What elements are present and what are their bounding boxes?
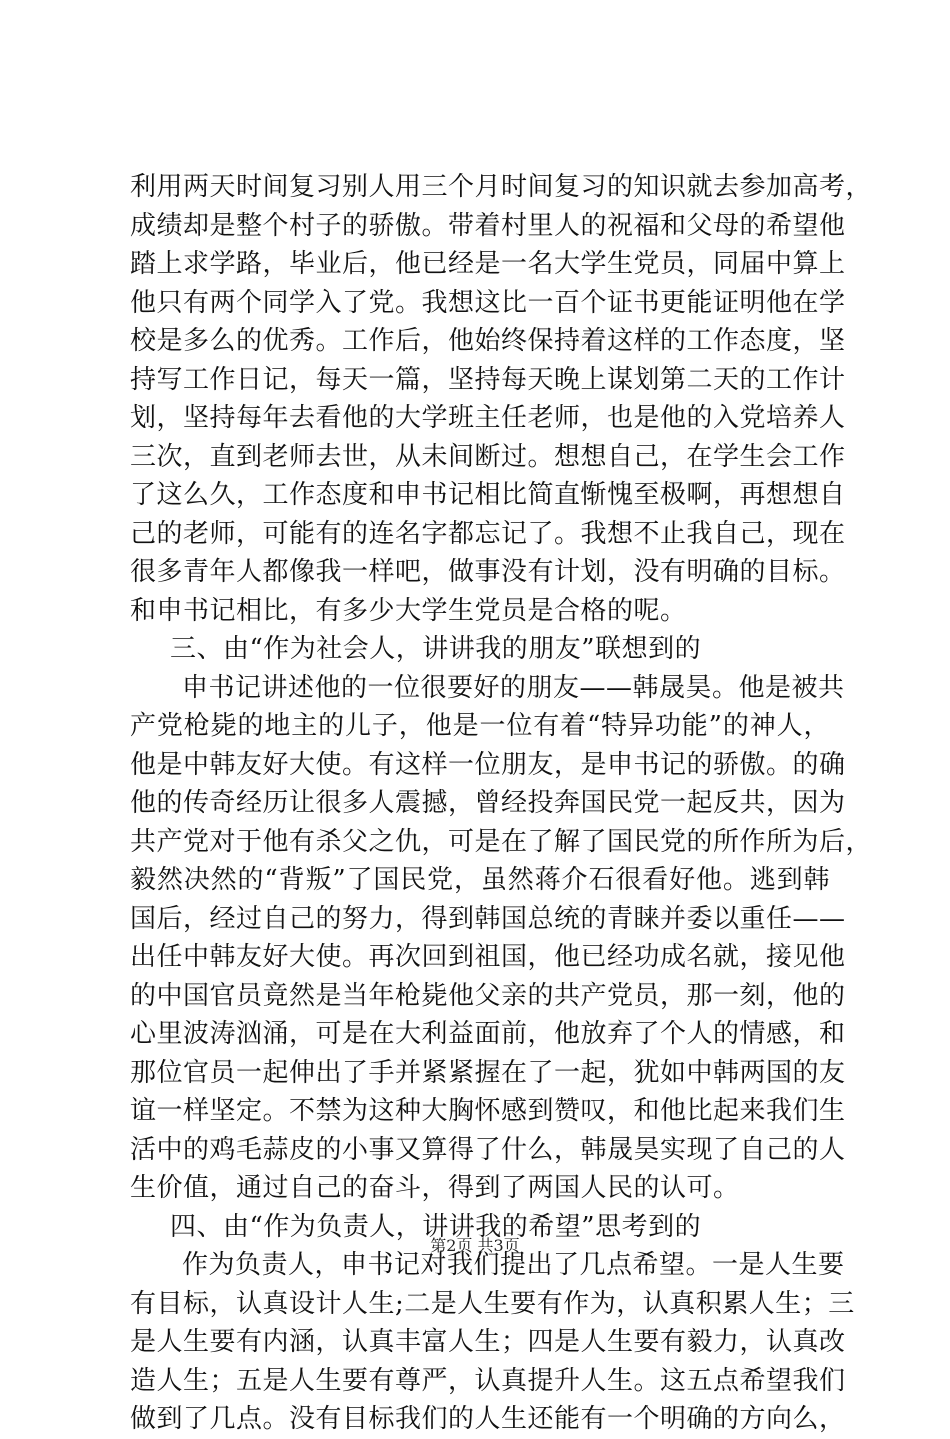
text-line: 作为负责人，申书记对我们提出了几点希望。一是人生要: [182, 1250, 845, 1280]
text-line: 造人生；五是人生要有尊严，认真提升人生。这五点希望我们: [130, 1365, 846, 1396]
section-heading: 四、由“作为负责人，讲讲我的希望”思考到的: [170, 1211, 702, 1242]
text-line: 踏上求学路，毕业后，他已经是一名大学生党员，同届中算上: [130, 249, 846, 279]
text-line: 利用两天时间复习别人用三个月时间复习的知识就去参加高考，: [130, 172, 873, 202]
text-line: 了这么久，工作态度和申书记相比简直惭愧至极啊，再想想自: [130, 480, 846, 510]
text-line: 国后，经过自己的努力，得到韩国总统的青睐并委以重任——: [130, 903, 846, 934]
text-line: 出任中韩友好大使。再次回到祖国，他已经功成名就，接见他: [130, 942, 846, 972]
text-line: 那位官员一起伸出了手并紧紧握在了一起，犹如中韩两国的友: [130, 1057, 846, 1088]
text-line: 他是中韩友好大使。有这样一位朋友，是申书记的骄傲。的确: [130, 749, 846, 780]
text-line: 的中国官员竟然是当年枪毙他父亲的共产党员，那一刻，他的: [130, 980, 846, 1011]
text-line: 活中的鸡毛蒜皮的小事又算得了什么，韩晟昊实现了自己的人: [130, 1134, 846, 1165]
text-line: 持写工作日记，每天一篇，坚持每天晚上谋划第二天的工作计: [130, 364, 846, 395]
text-line: 划，坚持每年去看他的大学班主任老师，也是他的入党培养人: [130, 403, 846, 433]
text-line: 很多青年人都像我一样吧，做事没有计划，没有明确的目标。: [130, 557, 846, 587]
text-line: 有目标，认真设计人生;二是人生要有作为，认真积累人生；三: [130, 1288, 855, 1319]
text-line: 他只有两个同学入了党。我想这比一百个证书更能证明他在学: [130, 287, 846, 318]
text-line: 申书记讲述他的一位很要好的朋友——韩晟昊。他是被共: [182, 672, 845, 703]
text-line: 做到了几点。没有目标我们的人生还能有一个明确的方向么，: [130, 1404, 846, 1434]
text-line: 谊一样坚定。不禁为这种大胸怀感到赞叹，和他比起来我们生: [130, 1096, 846, 1126]
text-line: 和申书记相比，有多少大学生党员是合格的呢。: [130, 595, 687, 626]
page-footer: [0, 1236, 950, 1256]
text-line: 三次，直到老师去世，从未间断过。想想自己，在学生会工作: [130, 441, 846, 472]
text-line: 毅然决然的“背叛”了国民党，虽然蒋介石很看好他。逃到韩: [130, 865, 830, 895]
section-heading: 三、由“作为社会人，讲讲我的朋友”联想到的: [170, 634, 702, 664]
text-line: 己的老师，可能有的连名字都忘记了。我想不止我自己，现在: [130, 518, 846, 549]
text-line: 心里波涛汹涌，可是在大利益面前，他放弃了个人的情感，和: [130, 1019, 846, 1049]
text-line: 生价值，通过自己的奋斗，得到了两国人民的认可。: [130, 1173, 740, 1203]
text-line: 共产党对于他有杀父之仇，可是在了解了国民党的所作所为后，: [130, 826, 873, 857]
text-line: 是人生要有内涵，认真丰富人生；四是人生要有毅力，认真改: [130, 1327, 846, 1357]
page-number-label: 第2页 共3页: [430, 1236, 520, 1255]
text-line: 他的传奇经历让很多人震撼，曾经投奔国民党一起反共，因为: [130, 788, 846, 818]
text-line: 校是多么的优秀。工作后，他始终保持着这样的工作态度，坚: [130, 326, 846, 356]
text-line: 成绩却是整个村子的骄傲。带着村里人的祝福和父母的希望他: [130, 210, 846, 241]
text-line: 产党枪毙的地主的儿子，他是一位有着“特异功能”的神人，: [130, 711, 830, 741]
